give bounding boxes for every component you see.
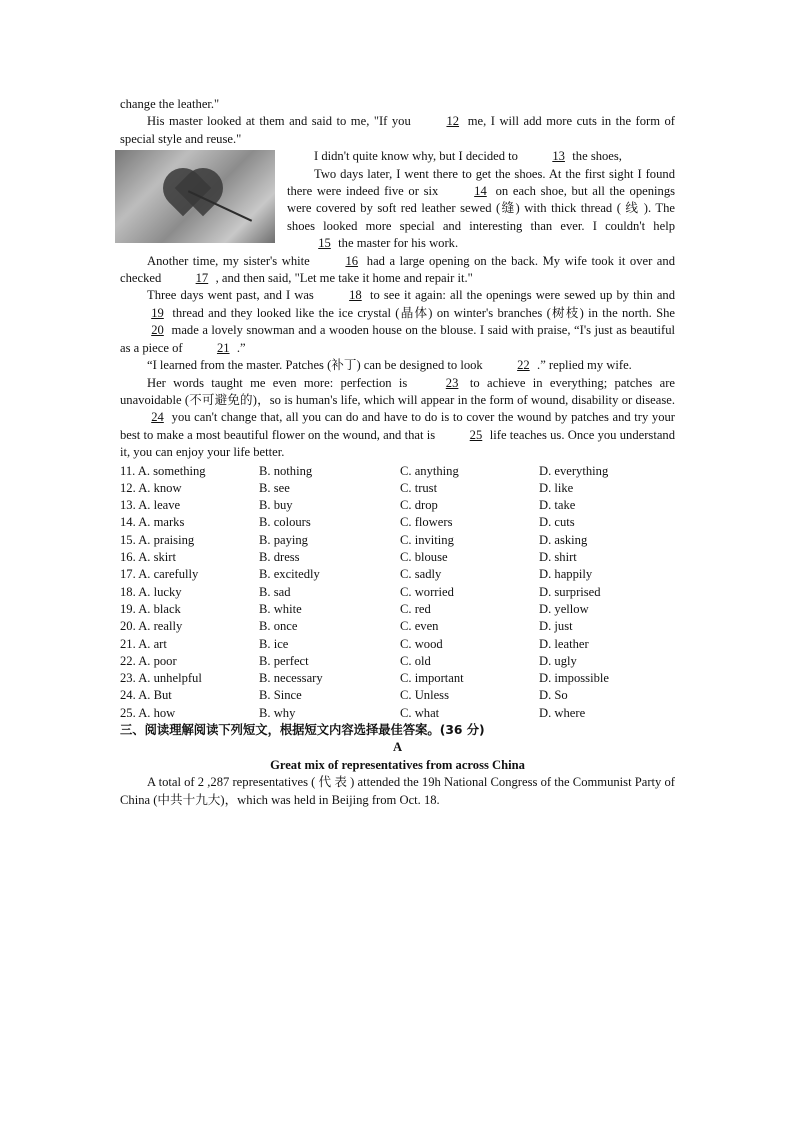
option-row: 13. A. leave B. buy C. drop D. take — [120, 498, 576, 513]
option-row: 14. A. marks B. colours C. flowers D. cuts — [120, 515, 575, 530]
blank-15: 15 — [318, 236, 331, 251]
blank-12: 12 — [446, 114, 460, 129]
blank-13: 13 — [552, 149, 565, 164]
blank-25: 25 — [469, 427, 483, 442]
passage-paragraph: Another time, my sister's white 16 had a large opening on the back. My wife took it over and checked 17 , and then said, "Let me take it home and repair it." — [120, 253, 675, 288]
shoe-photo — [115, 150, 275, 243]
passage-paragraph: Three days went past, and I was 18 to see it again: all the openings were sewed up by thin and 19 thread and they looked like the ice crystal (晶体) on winter's branches (树枝) in the north. She 20 made a lovely snowman and a wooden house on the blouse. I said with praise, “I's just as beautiful as a piece of 21 .” — [120, 287, 675, 357]
blank-22: 22 — [517, 358, 530, 373]
option-row: 22. A. poor B. perfect C. old D. ugly — [120, 653, 577, 668]
blank-21: 21 — [216, 340, 230, 355]
blank-14: 14 — [474, 184, 487, 199]
blank-24: 24 — [151, 410, 164, 425]
passage-paragraph: Her words taught me even more: perfection is 23 to achieve in everything; patches are unavoidable (不可避免的)，so is human's life, which will appear in the form of wound, disability or disease. 24 you can't change that, all you can do and have to do is to cover the wound by patches and try your best to make a most beautiful flower on the wound, and that is 25 life teaches us. Once you understand it, you can enjoy your life better. — [120, 375, 675, 460]
option-row: 21. A. art B. ice C. wood D. leather — [120, 636, 589, 651]
passage-paragraph: “I learned from the master. Patches (补丁) can be designed to look 22 .” replied my wife. — [120, 357, 675, 374]
blank-18: 18 — [349, 288, 362, 303]
option-row: 17. A. carefully B. excitedly C. sadly D. happily — [120, 567, 593, 582]
option-row: 23. A. unhelpful B. necessary C. important D. impossible — [120, 671, 609, 686]
passage-line: change the leather." — [120, 97, 220, 111]
option-row: 24. A. But B. Since C. Unless D. So — [120, 688, 568, 703]
option-row: 12. A. know B. see C. trust D. like — [120, 480, 574, 495]
option-row: 16. A. skirt B. dress C. blouse D. shirt — [120, 550, 577, 565]
option-row: 20. A. really B. once C. even D. just — [120, 619, 573, 634]
option-row: 19. A. black B. white C. red D. yellow — [120, 601, 589, 616]
blank-19: 19 — [151, 305, 164, 320]
worksheet-page — [120, 96, 675, 809]
answer-options — [120, 463, 675, 722]
passage-letter: A — [392, 740, 403, 755]
option-row: 15. A. praising B. paying C. inviting D. asking — [120, 532, 588, 547]
blank-20: 20 — [151, 323, 164, 338]
blank-16: 16 — [345, 253, 359, 268]
section-heading: 三、阅读理解阅读下列短文，根据短文内容选择最佳答案。(36 分) — [120, 722, 485, 737]
option-row: 25. A. how B. why C. what D. where — [120, 705, 586, 720]
option-row: 11. A. something B. nothing C. anything D. everything — [120, 463, 609, 478]
blank-23: 23 — [445, 375, 459, 390]
article-text: A total of 2 ,287 representatives ( 代 表 ) attended the 19h National Congress of the Communist Party of China (中共十九大)，which was held in Beijing from Oct. 18. — [120, 775, 675, 807]
option-row: 18. A. lucky B. sad C. worried D. surprised — [120, 584, 601, 599]
passage-paragraph: Two days later, I went there to get the shoes. At the first sight I found there were indeed five or six 14 on each shoe, but all the openings were covered by soft red leather sewed (缝) with thick thread ( 线 ). The shoes looked more special and interesting than ever. I couldn't help 15 the master for his work. — [120, 166, 675, 253]
blank-17: 17 — [195, 271, 209, 286]
article-title: Great mix of representatives from across China — [270, 757, 525, 772]
passage-paragraph: I didn't quite know why, but I decided to 13 the shoes, — [120, 148, 675, 165]
passage-paragraph: His master looked at them and said to me, "If you 12 me, I will add more cuts in the form of special style and reuse." — [120, 114, 675, 146]
